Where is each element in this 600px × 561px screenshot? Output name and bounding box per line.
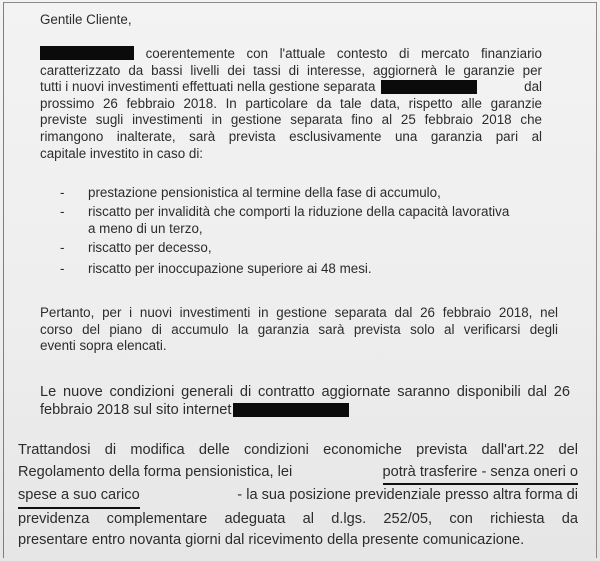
transfer-line-4: previdenza complementare adeguata al d.lgs. 252/05, con richiesta da (18, 510, 578, 527)
bullet-dash: - (60, 185, 65, 200)
paragraph-intro (40, 46, 542, 162)
consequence-line-2: corso del piano di accumulo la garanzia sarà prevista solo al verificarsi degli (40, 321, 558, 337)
consequence-line-3: eventi sopra elencati. (40, 338, 167, 354)
list-item (60, 261, 560, 280)
list-item-text: prestazione pensionistica al termine della fase di accumulo, (88, 185, 441, 200)
list-item (60, 240, 560, 261)
redacted-fund-name (381, 80, 477, 94)
paragraph-availability (40, 384, 570, 419)
transfer-line-2-text: Regolamento della forma pensionistica, lei (18, 463, 293, 480)
guarantee-list (60, 185, 560, 280)
list-item-text: riscatto per invalidità che comporti la riduzione della capacità lavorativa (88, 204, 510, 219)
salutation: Gentile Cliente, (40, 12, 132, 27)
bullet-dash: - (60, 261, 65, 276)
list-item-continuation: a meno di un terzo, (88, 221, 203, 236)
intro-line-4: prossimo 26 febbraio 2018. In particolare da tale data, rispetto alle garanzie (40, 95, 542, 111)
intro-line-6: rimangono inalterate, sarà prevista esclusivamente una garanzia pari al (40, 128, 542, 144)
bullet-dash: - (60, 240, 65, 255)
intro-line-3-end: dal (524, 79, 542, 95)
availability-line-1: Le nuove condizioni generali di contratto aggiornate saranno disponibili dal 26 (40, 384, 570, 400)
list-item-text: riscatto per inoccupazione superiore ai 48 mesi. (88, 261, 372, 276)
transfer-line-3-text: - la sua posizione previdenziale presso altra forma di (237, 487, 578, 504)
intro-line-2: caratterizzato da bassi livelli dei tassi di interesse, aggiornerà le garanzie per (40, 62, 542, 78)
intro-line-1 (40, 46, 542, 63)
intro-line-7: capitale investito in caso di: (40, 145, 204, 161)
transfer-line-5: presentare entro novanta giorni dal ricevimento della presente comunicazione. (18, 532, 525, 549)
list-item (60, 185, 560, 204)
redacted-company-name (40, 46, 134, 60)
bullet-dash: - (60, 204, 65, 219)
no-cost-underlined: spese a suo carico (18, 485, 140, 509)
transfer-right-underlined: potrà trasferire - senza oneri o (383, 462, 578, 486)
paragraph-transfer-right (18, 440, 578, 552)
transfer-line-2 (18, 462, 578, 486)
consequence-line-1: Pertanto, per i nuovi investimenti in gestione separata dal 26 febbraio 2018, nel (40, 305, 558, 320)
availability-line-2-text: febbraio 2018 sul sito internet (40, 401, 232, 418)
paragraph-consequence (40, 305, 558, 355)
availability-line-2 (40, 402, 570, 420)
list-item (60, 204, 560, 221)
intro-line-3 (40, 79, 542, 96)
intro-line-1-text: coerentemente con l'attuale contesto di mercato finanziario (145, 46, 542, 61)
intro-line-5: previste sugli investimenti in gestione separata fino al 25 febbraio 2018 che (40, 112, 542, 128)
redacted-website-url (233, 403, 349, 417)
transfer-line-3 (18, 485, 578, 509)
list-item-text: riscatto per decesso, (88, 240, 212, 255)
intro-line-3-text: tutti i nuovi investimenti effettuati nella gestione separata (40, 79, 376, 95)
transfer-line-1: Trattandosi di modifica delle condizioni economiche prevista dall'art.22 del (18, 442, 578, 458)
